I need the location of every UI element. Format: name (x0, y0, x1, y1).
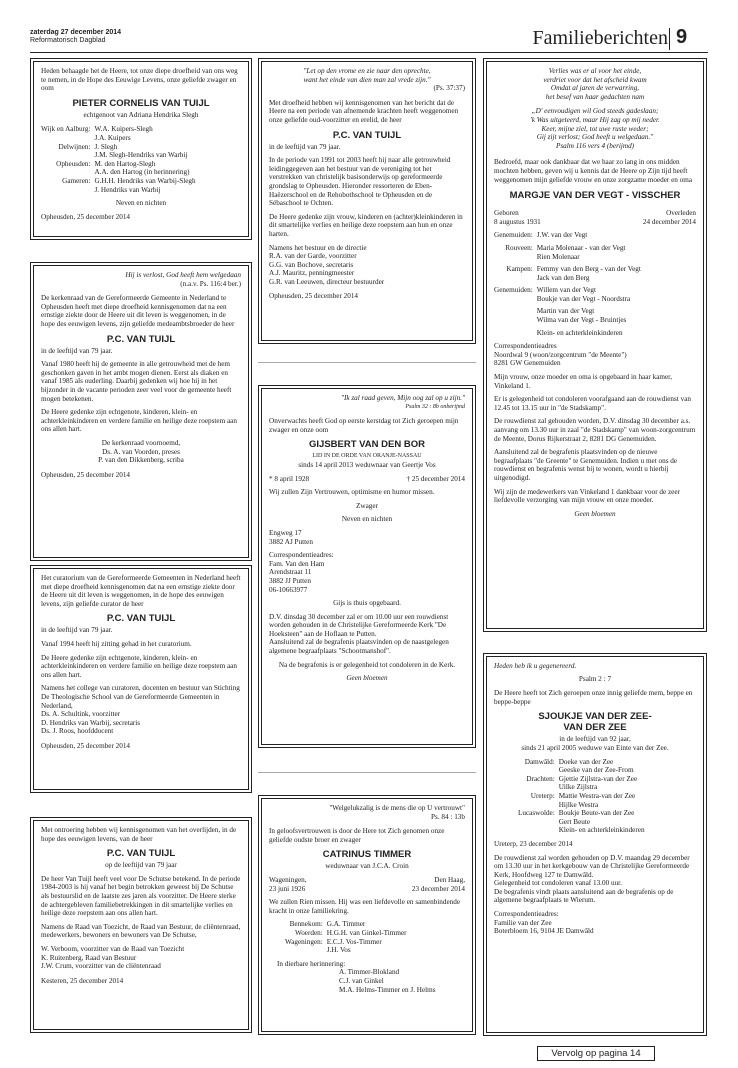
issue-date: zaterdag 27 december 2014 (30, 29, 122, 36)
relative-name: Willem van der Vegt (536, 286, 596, 295)
relative-group: Neven en nichten (341, 515, 393, 524)
signature: D. Hendriks van Warbij, secretaris (41, 718, 141, 727)
deceased-spouse: weduwnaar van J.C.A. Croin (325, 862, 409, 871)
correspondence-label: Correspondentieadres: (269, 551, 334, 560)
notice-paragraph: Aansluitend zal de begrafenis plaatsvinden op de naastgelegen algemene begraafplaats "Schootmanshof". (269, 638, 449, 656)
relative-place: Drachten: (526, 774, 555, 783)
notice-paragraph: De begrafenis vindt plaats aansluitend aan de begrafenis op de algemene begraafplaats te Wierum. (494, 887, 674, 905)
relative-name: G.H.H. Hendriks van Warbij-Slegh (94, 176, 196, 185)
notice-footer: Opheusden, 25 december 2014 (269, 292, 359, 301)
notice-closing: Neven en nichten (115, 199, 167, 208)
deceased-name: P.C. VAN TUIJL (106, 613, 176, 625)
relatives-list (494, 231, 696, 337)
relative-place: Delwijnen: (58, 142, 91, 151)
notice-paragraph: Aansluitend zal de begrafenis plaatsvinden op de nieuwe begraafplaats "de Greente" te Genemuiden. Indien u met ons de rouwdienst en begrafenis wenst bij te wonen, wordt u hierbij uitgenodigd. (494, 448, 678, 482)
notice-paragraph: De rouwdienst zal worden gehouden op D.V. maandag 29 december om 13.30 uur in het kerkgebouw van de Christelijke Gereformeerde Kerk, Hoofdweg 127 te Damwâld. (494, 853, 690, 879)
relative-name: Boukje van der Vegt - Noordstra (536, 294, 631, 303)
poem-line: het besef van haar gedachten nam (545, 92, 645, 101)
birth-date: 23 juni 1926 (269, 884, 306, 893)
relative-place (494, 253, 533, 262)
death-date: 24 december 2014 (642, 217, 696, 226)
header-rule (30, 52, 708, 53)
notice-paragraph: Er is gelegenheid tot condoleren voorafgaand aan de rouwdienst van 12.45 tot 13.15 uur in "de Stadskamp". (494, 395, 691, 412)
page-number: 9 (676, 26, 688, 48)
relatives-list (285, 920, 465, 954)
deceased-name: PIETER CORNELIS VAN TUIJL (72, 97, 210, 109)
relative-name: J.M. Slegh-Hendriks van Warbij (94, 151, 188, 160)
relative-name: J.W. van der Vegt (536, 231, 588, 240)
signature: K. Ruitenberg, Raad van Bestuur (41, 953, 137, 962)
notice-closing: Geen bloemen (574, 509, 616, 518)
verse-reference: Psalm 32 : 8b onberijmd (405, 403, 465, 410)
notice-paragraph: We zullen Rien missen. Hij was een liefdevolle en samenbindende kracht in onze familiekring. (269, 898, 461, 915)
deceased-name: P.C. VAN TUIJL (106, 333, 176, 345)
relative-place: Opheusden: (56, 159, 91, 168)
relative-name: J. Slegh (94, 142, 118, 151)
relative-name: J.A. Kuipers (94, 133, 131, 142)
signature: G.G. van Bochove, secretaris (269, 260, 354, 269)
notice-paragraph: Vanaf 1994 heeft hij zitting gehad in het curatorium. (41, 639, 192, 648)
deceased-name: P.C. VAN TUIJL (332, 129, 402, 141)
relative-name: Maria Molenaar - van der Vegt (536, 243, 626, 252)
verse-reference: Ps. 84 : 13b (431, 812, 465, 821)
relative-name: Klein- en achterkleinkinderen (536, 328, 623, 337)
relative-name: Doeke van der Zee (558, 757, 614, 766)
notice-footer: Opheusden, 25 december 2014 (41, 741, 131, 750)
relative-name: Gert Beute (558, 817, 591, 826)
notice-paragraph: Namens de Raad van Toezicht, de Raad van Bestuur, de cliëntenraad, medewerkers, bewoners en bewoners van De Schutse, (41, 922, 241, 940)
deceased-age: in de leeftijd van 79 jaar. (269, 142, 341, 151)
verse-reference: Psalm 116 vers 4 (berijmd) (555, 141, 635, 150)
notice-paragraph: Vanaf 1980 heeft hij de gemeente in alle getrouwheid met de hem geschonken gaven in het ambt mogen dienen. Eerst als diaken en vanaf 1985 als ouderling. Daarbij gedenken wij hoe hij in het bijzonder in de vacante perioden zeer veel voor de gemeente heeft mogen betekenen. (41, 360, 232, 403)
correspondence-label: Correspondentieadres (494, 342, 557, 351)
deceased-name: SJOUKJE VAN DER ZEE- (538, 711, 652, 723)
deceased-name-cont: VAN DER ZEE (563, 722, 627, 734)
notice-schoolvereniging (258, 58, 476, 344)
notice-intro: Heden behaagde het de Heere, tot onze diepe droefheid van ons weg te nemen, in de Hope des Eeuwige Levens, onze geliefde zwager en oom (41, 67, 238, 93)
section-title: Familieberichten (532, 27, 668, 49)
notice-intro: Bedroefd, maar ook dankbaar dat we haar zo lang in ons midden mochten hebben, geven wij u kennis dat de Heere op Zijn tijd heeft weggenomen mijn geliefde vrouw en onze zorgzame moeder en oma (494, 158, 693, 184)
relative-name: W.A. Kuipers-Slegh (94, 125, 153, 134)
signature: Ds. A. Schultink, voorzitter (41, 710, 121, 719)
relative-place (518, 766, 555, 775)
life-dates (269, 885, 465, 894)
relative-place (285, 946, 323, 955)
died-label: Overleden (666, 209, 696, 218)
relative-name: H.G.H. van Ginkel-Timmer (326, 928, 407, 937)
notice-intro: Met droefheid hebben wij kennisgenomen van het bericht dat de Heere na een periode van afnemende krachten heeft weggenomen onze geliefde oud-voorzitter en erelid, de heer (269, 98, 459, 124)
poem-line: verdriet voor dat het afscheid kwam (543, 75, 647, 84)
notice-intro: Met ontroering hebben wij kennisgenomen van het overlijden, in de hope des eeuwigen levens, van de heer (41, 826, 237, 843)
signature: R.A. van der Garde, voorzitter (269, 252, 357, 261)
notice-intro: Het curatorium van de Gereformeerde Gemeenten in Nederland heeft met diepe droefheid kennisgenomen dat na een ernstige ziekte door de Heere uit dit leven is weggenomen, in de hope des eeuwigen levens, zijn geliefde curator de heer (41, 574, 241, 608)
deceased-age: in de leeftijd van 92 jaar, (559, 735, 631, 744)
notice-paragraph: De Heere gedenke zijn echtgenote, kinderen, klein- en achterkleinkinderen en verdere familie en heilige deze roepstem aan ons allen hart. (41, 408, 237, 434)
notice-paragraph: Namens het college van curatoren, docenten en bestuur van Stichting De Theologische School van de Gereformeerde Gemeenten in Nederland, (41, 684, 240, 710)
relative-name: Rien Molenaar (536, 252, 580, 261)
correspondence-line: Boterbloem 16, 9104 JE Damwâld (494, 927, 594, 936)
life-dates (494, 218, 696, 227)
deceased-spouse: sinds 14 april 2013 weduwnaar van Geertje Vos (298, 460, 436, 469)
notice-paragraph: Wij zullen Zijn Vertrouwen, optimisme en humor missen. (269, 488, 435, 497)
notice-paragraph: D.V. dinsdag 30 december zal er om 10.00 uur een rouwdienst worden gehouden in de Christelijke Gereformeerde Kerk "De Hoeksteen" aan de Hoflaan te Putten. (269, 612, 449, 638)
notice-kerkenraad-opheusden (30, 262, 252, 561)
relatives-list (41, 125, 241, 194)
relative-name: Uilke Zijlstra (558, 783, 598, 792)
relative-name: Klein- en achterkleinkinderen (558, 826, 645, 835)
verse-reference: (n.a.v. Ps. 116:4 ber.) (180, 279, 241, 288)
relative-name: M. den Hartog-Slegh (94, 159, 156, 168)
poem-line: Verlies was er al voor het einde, (548, 67, 642, 75)
notice-verse: Heden heb ik u gegenereerd. (494, 662, 577, 670)
deceased-age: in de leeftijd van 79 jaar. (41, 626, 113, 635)
notice-gijsbert-van-den-bor (258, 385, 476, 748)
deceased-spouse: sinds 21 april 2005 weduwe van Einte van der Zee. (521, 743, 669, 752)
memory-name: C.J. van Ginkel (339, 976, 384, 985)
address-line: Engweg 17 (269, 528, 302, 537)
relative-name: G.A. Timmer (326, 920, 366, 929)
relative-place: Wijk en Aalburg: (41, 125, 91, 134)
notice-verse: "Welgelukzalig is de mens die op U vertrouwt" (329, 804, 465, 812)
relative-place: Rouveen: (505, 243, 533, 252)
birth-place: Wageningen, (269, 875, 307, 884)
column-separator (258, 772, 476, 773)
relative-place (494, 295, 533, 304)
correspondence-line: Fam. Van den Ham (269, 559, 325, 568)
notice-paragraph: Namens het bestuur en de directie (269, 243, 367, 252)
notice-intro: De Heere heeft tot Zich geroepen onze innig geliefde mem, beppe en beppe-beppe (494, 689, 693, 706)
correspondence-label: Correspondentieadres: (494, 910, 559, 919)
born-label: Geboren (494, 209, 519, 218)
poem-line: 'k Was uitgeteerd, maar Hij zag op mij neder. (530, 115, 660, 124)
poem-line: Omdat al jaren de verwarring, (550, 84, 640, 93)
relative-place: Bennekom: (289, 920, 323, 929)
relative-place (494, 274, 533, 283)
relative-name: Mattie Westra-van der Zee (558, 791, 636, 800)
notice-verse: Hij is verlost, God heeft hem welgedaan (125, 271, 241, 279)
relative-name: Wilma van der Vegt - Bruintjes (536, 316, 627, 325)
continued-on-page-link[interactable]: Vervolg op pagina 14 (537, 1046, 655, 1061)
notice-paragraph: Mijn vrouw, onze moeder en oma is opgebaard in haar kamer, Vinkeland 1. (494, 373, 673, 390)
place-date: Ureterp, 23 december 2014 (494, 839, 573, 848)
notice-pieter-van-tuijl (30, 58, 252, 240)
relative-name: Femmy van den Berg - van der Vegt (536, 265, 641, 274)
memory-label: In dierbare herinnering: (277, 959, 346, 968)
signature: G.R. van Leeuwen, directeur bestuurder (269, 277, 385, 286)
notice-footer: Opheusden, 25 december 2014 (41, 470, 131, 479)
signature: W. Verboom, voorzitter van de Raad van Toezicht (41, 944, 185, 953)
notice-footer: Kesteren, 25 december 2014 (41, 976, 124, 985)
correspondence-line: 3882 JJ Putten (269, 576, 311, 585)
notice-paragraph: Na de begrafenis is er gelegenheid tot condoleren in de Kerk. (278, 660, 456, 669)
relative-place: Kampen: (506, 265, 533, 274)
life-labels (494, 209, 696, 218)
notice-verse: want het einde van dien man zal vrede zijn." (303, 75, 431, 84)
deceased-name: MARGJE VAN DER VEGT - VISSCHER (509, 190, 681, 202)
relative-name: Jack van den Berg (536, 273, 590, 282)
correspondence-line: Familie van der Zee (494, 918, 552, 927)
life-places (269, 876, 465, 885)
relative-name: J. Hendriks van Warbij (94, 185, 161, 194)
poem-line: „D' eenvoudigen wil God steeds gadeslaan; (531, 107, 659, 116)
memory-name: M.A. Helms-Timmer en J. Helms (339, 985, 436, 994)
notice-paragraph: Wij zijn de medewerkers van Vinkeland 1 dankbaar voor de zeer liefdevolle verzorging van mijn vrouw en onze moeder. (494, 487, 680, 505)
notice-intro: De kerkenraad van de Gereformeerde Gemeente in Nederland te Opheusden heeft met diepe droefheid kennisgenomen dat na een ernstige ziekte door de Heere uit dit leven is weggenomen, in de hope des eeuwigen levens, zijn geliefde medeambtsbroeder de heer (41, 294, 235, 328)
notice-de-schutse (30, 817, 252, 1033)
notice-catrinus-timmer (258, 795, 476, 1035)
relative-place (494, 329, 533, 338)
relative-name: J.H. Vos (326, 946, 351, 955)
death-place: Den Haag, (434, 875, 465, 884)
poem-line: Keer, mijne ziel, tot uwe ruste weder; (541, 124, 649, 133)
relative-place: Damwâld: (524, 757, 555, 766)
relative-place (518, 818, 555, 827)
relative-place: Genemuiden: (494, 231, 533, 240)
relative-name: Boukje Beute-van der Zee (558, 809, 635, 818)
correspondence-line: 8281 GW Genemuiden (494, 359, 561, 368)
correspondence-line: 06-10663977 (269, 585, 308, 594)
relative-place (41, 168, 90, 177)
notice-paragraph: Gelegenheid tot condoleren vanaf 13.00 uur. (494, 879, 622, 888)
notice-margje-van-der-vegt (483, 58, 707, 632)
relative-name: A.A. den Hartog (in herinnering) (94, 168, 190, 177)
relative-name: Gjettie Zijlstra-van der Zee (558, 774, 638, 783)
header-divider (669, 28, 670, 50)
notice-paragraph: De rouwdienst zal gehouden worden, D.V. dinsdag 30 december a.s. aanvang om 13.30 uur in zaal "de Stadskamp" van woon-zorgcentrum de Meente, Dorus Rijkerstraat 2, 8281 DG Genemuiden. (494, 417, 696, 443)
birth-date: * 8 april 1928 (269, 474, 310, 483)
address-line: 3882 AJ Putten (269, 537, 313, 546)
relative-place: Ureterp: (530, 791, 555, 800)
death-date: † 25 december 2014 (406, 474, 465, 483)
relative-place (41, 151, 90, 160)
notice-paragraph: Gijs is thuis opgebaard. (333, 599, 401, 608)
verse-reference: Psalm 2 : 7 (578, 674, 612, 683)
notice-curatorium (30, 565, 252, 793)
relative-place (41, 134, 90, 143)
relative-place (518, 801, 555, 810)
verse-reference: (Ps. 37:37) (433, 84, 465, 93)
relative-group: Zwager (356, 501, 378, 510)
correspondence-line: Arendstraat 11 (269, 568, 312, 577)
deceased-age: in de leeftijd van 79 jaar. (41, 346, 113, 355)
relative-place: Genemuiden: (494, 286, 533, 295)
deceased-spouse: echtgenoot van Adriana Hendrika Slegh (83, 110, 199, 119)
notice-paragraph: De Heere gedenke zijn echtgenote, kinderen, klein- en achterkleinkinderen en verdere familie en heilige deze roepstem aan ons allen hart. (41, 653, 237, 679)
life-dates (269, 475, 465, 484)
deceased-age: op de leeftijd van 79 jaar (105, 861, 177, 870)
birth-date: 8 augustus 1931 (494, 217, 541, 226)
signature: J.W. Crum, voorzitter van de cliëntenraad (41, 962, 161, 971)
notice-intro: In geloofsvertrouwen is door de Here tot Zich genomen onze geliefde oudste broer en zwager (269, 827, 445, 844)
newspaper-name: Reformatorisch Dagblad (30, 37, 106, 44)
signature: A.J. Mauritz, penningmeester (269, 269, 355, 278)
relative-place: Wageningen: (285, 937, 323, 946)
relative-place (494, 307, 533, 316)
notice-verse: "Let op den vrome en zie naar den oprechte, (303, 67, 431, 75)
notice-footer: Opheusden, 25 december 2014 (41, 212, 131, 221)
relative-place: Gameren: (62, 176, 91, 185)
relative-place (494, 316, 533, 325)
signature: P. van den Dikkenberg, scriba (98, 456, 184, 465)
notice-closing: Geen bloemen (346, 674, 388, 683)
relative-name: Geeske van der Zee-From (558, 766, 634, 775)
signature: De kerkenraad voornoemd, (101, 438, 181, 447)
relatives-list (518, 758, 696, 835)
death-date: 23 december 2014 (411, 884, 465, 893)
signature: Ds. J. Roos, hoofddocent (41, 727, 114, 736)
relative-place (518, 783, 555, 792)
memory-name: A. Timmer-Blokland (339, 968, 400, 977)
notice-sjoukje-van-der-zee (483, 653, 707, 1036)
relative-place (41, 186, 90, 195)
relative-place: Woerden: (294, 928, 323, 937)
notice-paragraph: In de periode van 1991 tot 2003 heeft hij naar alle getrouwheid leidinggegeven aan het bestuur van de vereniging tot het verstrekken van christelijk basisonderwijs op gereformeerde grondslag te Opheusden. Hieronder ressorteren de Eben-Haëzerschool en de Rehobothschool te Opheusden en de Sébaschool te Ochten. (269, 156, 451, 208)
relative-name: Hijlke Westra (558, 800, 599, 809)
deceased-honour: LID IN DE ORDE VAN ORANJE-NASSAU (312, 453, 422, 460)
deceased-name: CATRINUS TIMMER (322, 849, 412, 861)
notice-intro: Onverwachts heeft God op eerste kerstdag tot Zich geroepen mijn zwager en onze oom (269, 417, 459, 434)
correspondence-line: Noordwal 9 (woon/zorgcentrum "de Meente") (494, 350, 627, 359)
relative-place (518, 826, 555, 835)
relative-name: E.C.J. Vos-Timmer (326, 937, 382, 946)
relative-name: Martin van der Vegt (536, 307, 595, 316)
poem-line: Gij zijt verlost; God heeft u welgedaan." (536, 133, 654, 142)
column-separator (258, 362, 476, 363)
notice-paragraph: De Heere gedenke zijn vrouw, kinderen en (achter)kleinkinderen in dit smartelijke verlies en heilige deze roepstem aan hun en onze harten. (269, 212, 463, 238)
deceased-name: P.C. VAN TUIJL (106, 848, 176, 860)
relative-place: Lucaswolde: (518, 809, 555, 818)
deceased-name: GIJSBERT VAN DEN BOR (309, 439, 425, 451)
signature: Ds. A. van Voorden, preses (102, 447, 180, 456)
notice-verse: "Ik zal raad geven, Mijn oog zal op u zijn." (340, 394, 465, 402)
notice-paragraph: De heer Van Tuijl heeft veel voor De Schutse betekend. In de periode 1984-2003 is hij vanaf het begin betrokken geweest bij De Schutse als bestuurslid en de laatste zes jaren als voorzitter. De Heere sterke de achtergebleven familiebetrekkingen in dit smartelijke verlies en heilige deze roepstem aan ons allen hart. (41, 874, 241, 918)
